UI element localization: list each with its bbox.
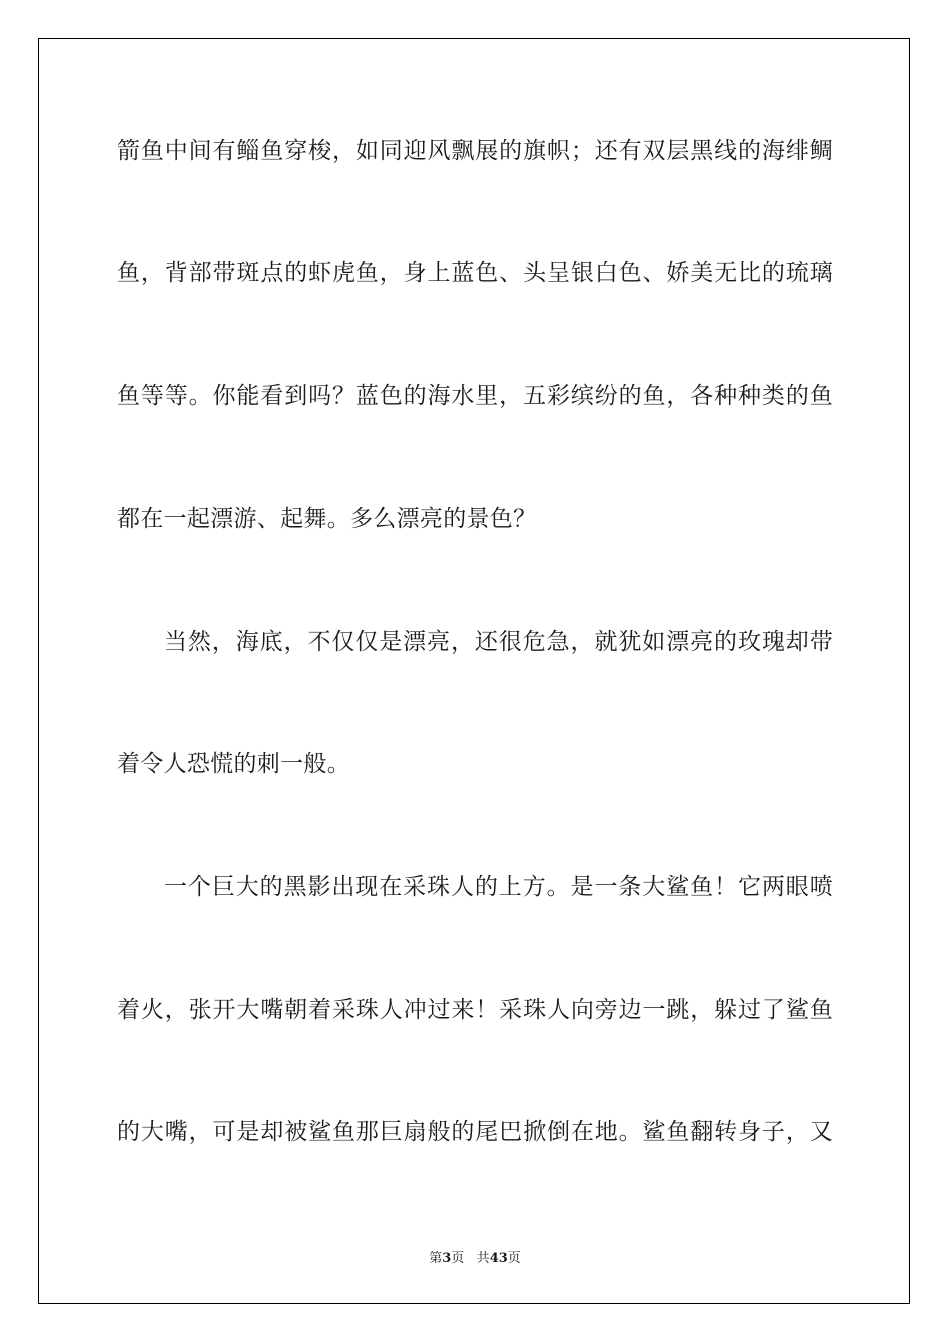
page-footer — [0, 1247, 950, 1266]
total-prefix: 共 — [476, 1251, 490, 1266]
paragraph-line: 着火，张开大嘴朝着采珠人冲过来！采珠人向旁边一跳，躲过了鲨鱼 — [117, 997, 833, 1023]
paragraph-line: 鱼等等。你能看到吗？蓝色的海水里，五彩缤纷的鱼，各种种类的鱼 — [117, 383, 833, 409]
page-prefix: 第 — [429, 1251, 443, 1266]
paragraph-line-indented: 一个巨大的黑影出现在采珠人的上方。是一条大鲨鱼！它两眼喷 — [164, 874, 833, 900]
paragraph-line: 都在一起漂游、起舞。多么漂亮的景色？ — [117, 506, 537, 532]
total-suffix: 页 — [507, 1251, 521, 1266]
total-pages: 43 — [489, 1251, 508, 1266]
paragraph-line-indented: 当然，海底，不仅仅是漂亮，还很危急，就犹如漂亮的玫瑰却带 — [164, 629, 833, 655]
paragraph-line: 的大嘴，可是却被鲨鱼那巨扇般的尾巴掀倒在地。鲨鱼翻转身子，又 — [117, 1119, 833, 1145]
paragraph-line: 箭鱼中间有鲻鱼穿梭，如同迎风飘展的旗帜；还有双层黑线的海绯鲷 — [117, 138, 833, 164]
page-border — [38, 38, 910, 1304]
page-suffix: 页 — [451, 1251, 465, 1266]
paragraph-line: 着令人恐慌的刺一般。 — [117, 751, 350, 777]
page-number: 3 — [442, 1251, 452, 1266]
paragraph-line: 鱼，背部带斑点的虾虎鱼，身上蓝色、头呈银白色、娇美无比的琉璃 — [117, 260, 833, 286]
